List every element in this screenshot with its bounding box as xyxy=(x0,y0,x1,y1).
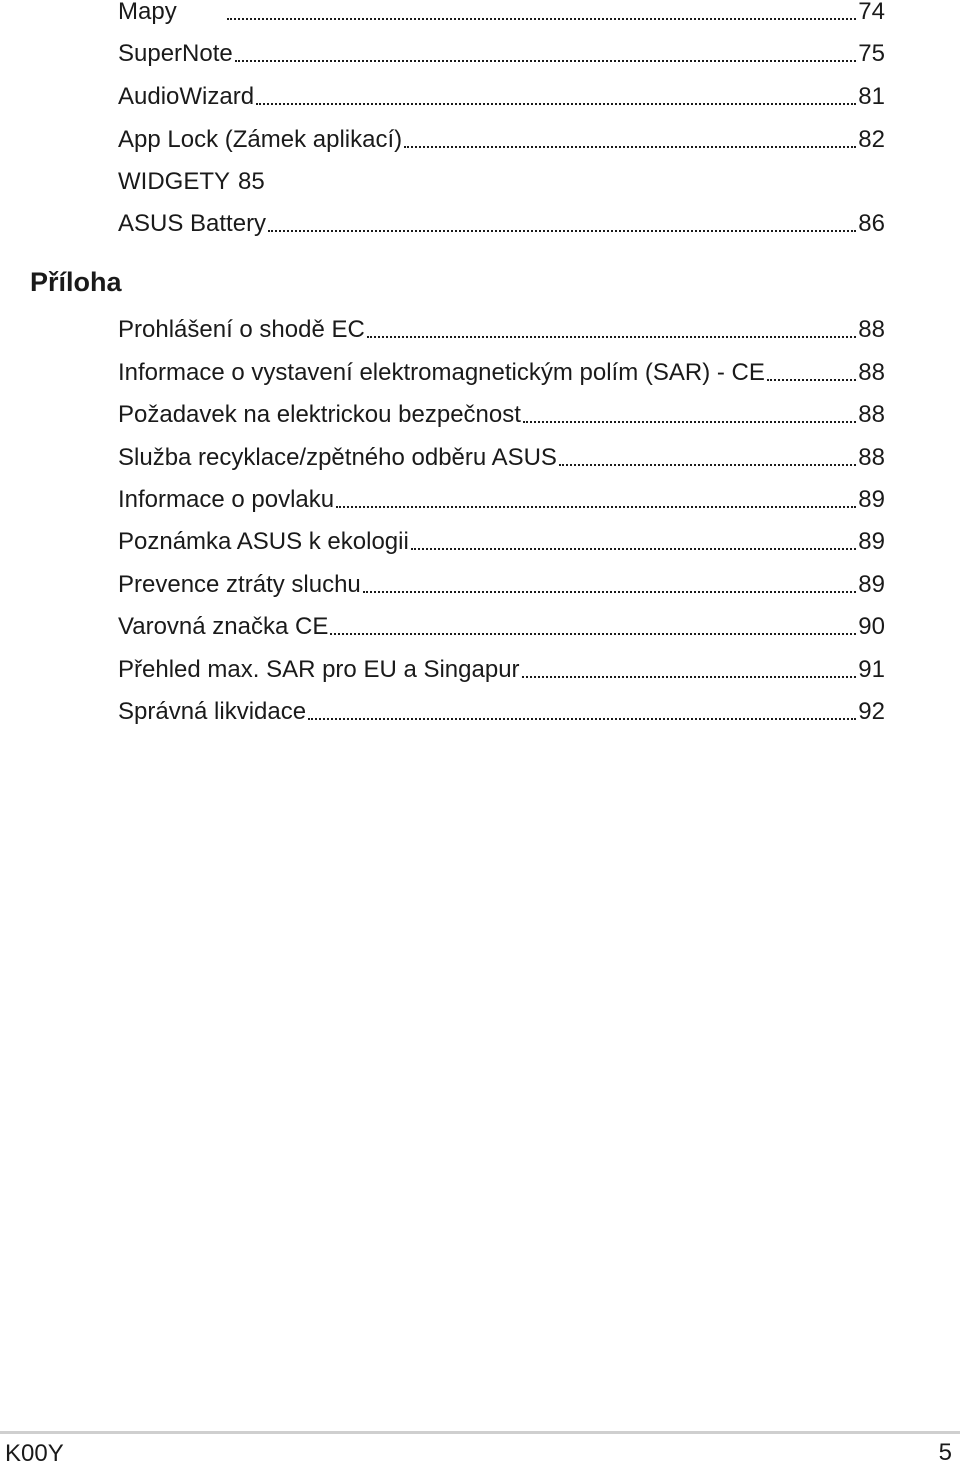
toc-entry-page: 89 xyxy=(858,571,885,598)
toc-entry-page: 85 xyxy=(238,168,265,195)
toc-entry-title: AudioWizard xyxy=(118,83,255,110)
toc-entry-varovna-znacka-ce[interactable] xyxy=(118,609,885,641)
toc-entry-title: Informace o povlaku xyxy=(118,486,335,513)
section-heading-priloha: Příloha xyxy=(30,267,122,297)
toc-entry-povlak[interactable] xyxy=(118,482,885,514)
dot-leader xyxy=(308,718,856,720)
toc-entry-page: 86 xyxy=(858,210,885,237)
dot-leader xyxy=(523,421,856,423)
toc-entry-page: 88 xyxy=(858,401,885,428)
toc-entry-page: 92 xyxy=(858,698,885,725)
toc-entry-sar-eu-singapur[interactable] xyxy=(118,652,885,684)
toc-entry-title: Prohlášení o shodě EC xyxy=(118,316,365,343)
toc-entry-page: 88 xyxy=(858,444,885,471)
toc-entry-page: 88 xyxy=(858,316,885,343)
toc-entry-title: Mapy xyxy=(118,0,177,25)
toc-entry-page: 89 xyxy=(858,528,885,555)
dot-leader xyxy=(235,60,857,62)
toc-entry-page: 89 xyxy=(858,486,885,513)
dot-leader xyxy=(363,591,857,593)
toc-entry-app-lock[interactable] xyxy=(118,122,885,154)
toc-entry-page: 90 xyxy=(858,613,885,640)
toc-entry-title: Informace o vystavení elektromagnetickým polím (SAR) - CE xyxy=(118,359,765,386)
footer-page-number: 5 xyxy=(938,1439,952,1466)
dot-leader xyxy=(268,230,856,232)
dot-leader xyxy=(559,464,856,466)
dot-leader xyxy=(522,676,857,678)
toc-entry-title: Správná likvidace xyxy=(118,698,307,725)
toc-entry-page: 88 xyxy=(858,359,885,386)
toc-entry-likvidace[interactable] xyxy=(118,694,885,726)
toc-entry-title: Služba recyklace/zpětného odběru ASUS xyxy=(118,444,557,471)
toc-entry-title: Požadavek na elektrickou bezpečnost xyxy=(118,401,521,428)
dot-leader xyxy=(411,548,856,550)
toc-entry-title: ASUS Battery xyxy=(118,210,267,237)
toc-entry-ztrata-sluchu[interactable] xyxy=(118,567,885,599)
toc-entry-page: 74 xyxy=(858,0,885,25)
toc-entry-title: WIDGETY xyxy=(118,168,230,195)
dot-leader xyxy=(767,379,856,381)
toc-entry-recyklace[interactable] xyxy=(118,440,885,472)
toc-entry-ekologie[interactable] xyxy=(118,524,885,556)
toc-entry-page: 75 xyxy=(858,40,885,67)
footer-divider xyxy=(0,1431,960,1434)
dot-leader xyxy=(227,18,857,20)
toc-entry-elektricka-bezpecnost[interactable] xyxy=(118,397,885,429)
dot-leader xyxy=(256,103,856,105)
toc-entry-asus-battery[interactable] xyxy=(118,206,885,238)
toc-entry-title: Poznámka ASUS k ekologii xyxy=(118,528,409,555)
dot-leader xyxy=(330,633,856,635)
toc-entry-supernote[interactable] xyxy=(118,36,885,68)
toc-entry-title: App Lock (Zámek aplikací) xyxy=(118,126,403,153)
toc-entry-mapy[interactable] xyxy=(118,0,885,26)
toc-entry-page: 91 xyxy=(858,656,885,683)
dot-leader xyxy=(367,336,856,338)
toc-entry-widgety[interactable] xyxy=(118,164,885,196)
footer-model-name: K00Y xyxy=(5,1440,64,1467)
toc-entry-page: 81 xyxy=(858,83,885,110)
toc-entry-sar-ce[interactable] xyxy=(118,355,885,387)
toc-entry-audiowizard[interactable] xyxy=(118,79,885,111)
dot-leader xyxy=(404,146,856,148)
toc-entry-title: Přehled max. SAR pro EU a Singapur xyxy=(118,656,520,683)
toc-entry-title: Varovná značka CE xyxy=(118,613,329,640)
dot-leader xyxy=(336,506,856,508)
toc-entry-title: Prevence ztráty sluchu xyxy=(118,571,361,598)
toc-entry-page: 82 xyxy=(858,126,885,153)
toc-entry-prohlaseni-ec[interactable] xyxy=(118,312,885,344)
toc-entry-title: SuperNote xyxy=(118,40,233,67)
